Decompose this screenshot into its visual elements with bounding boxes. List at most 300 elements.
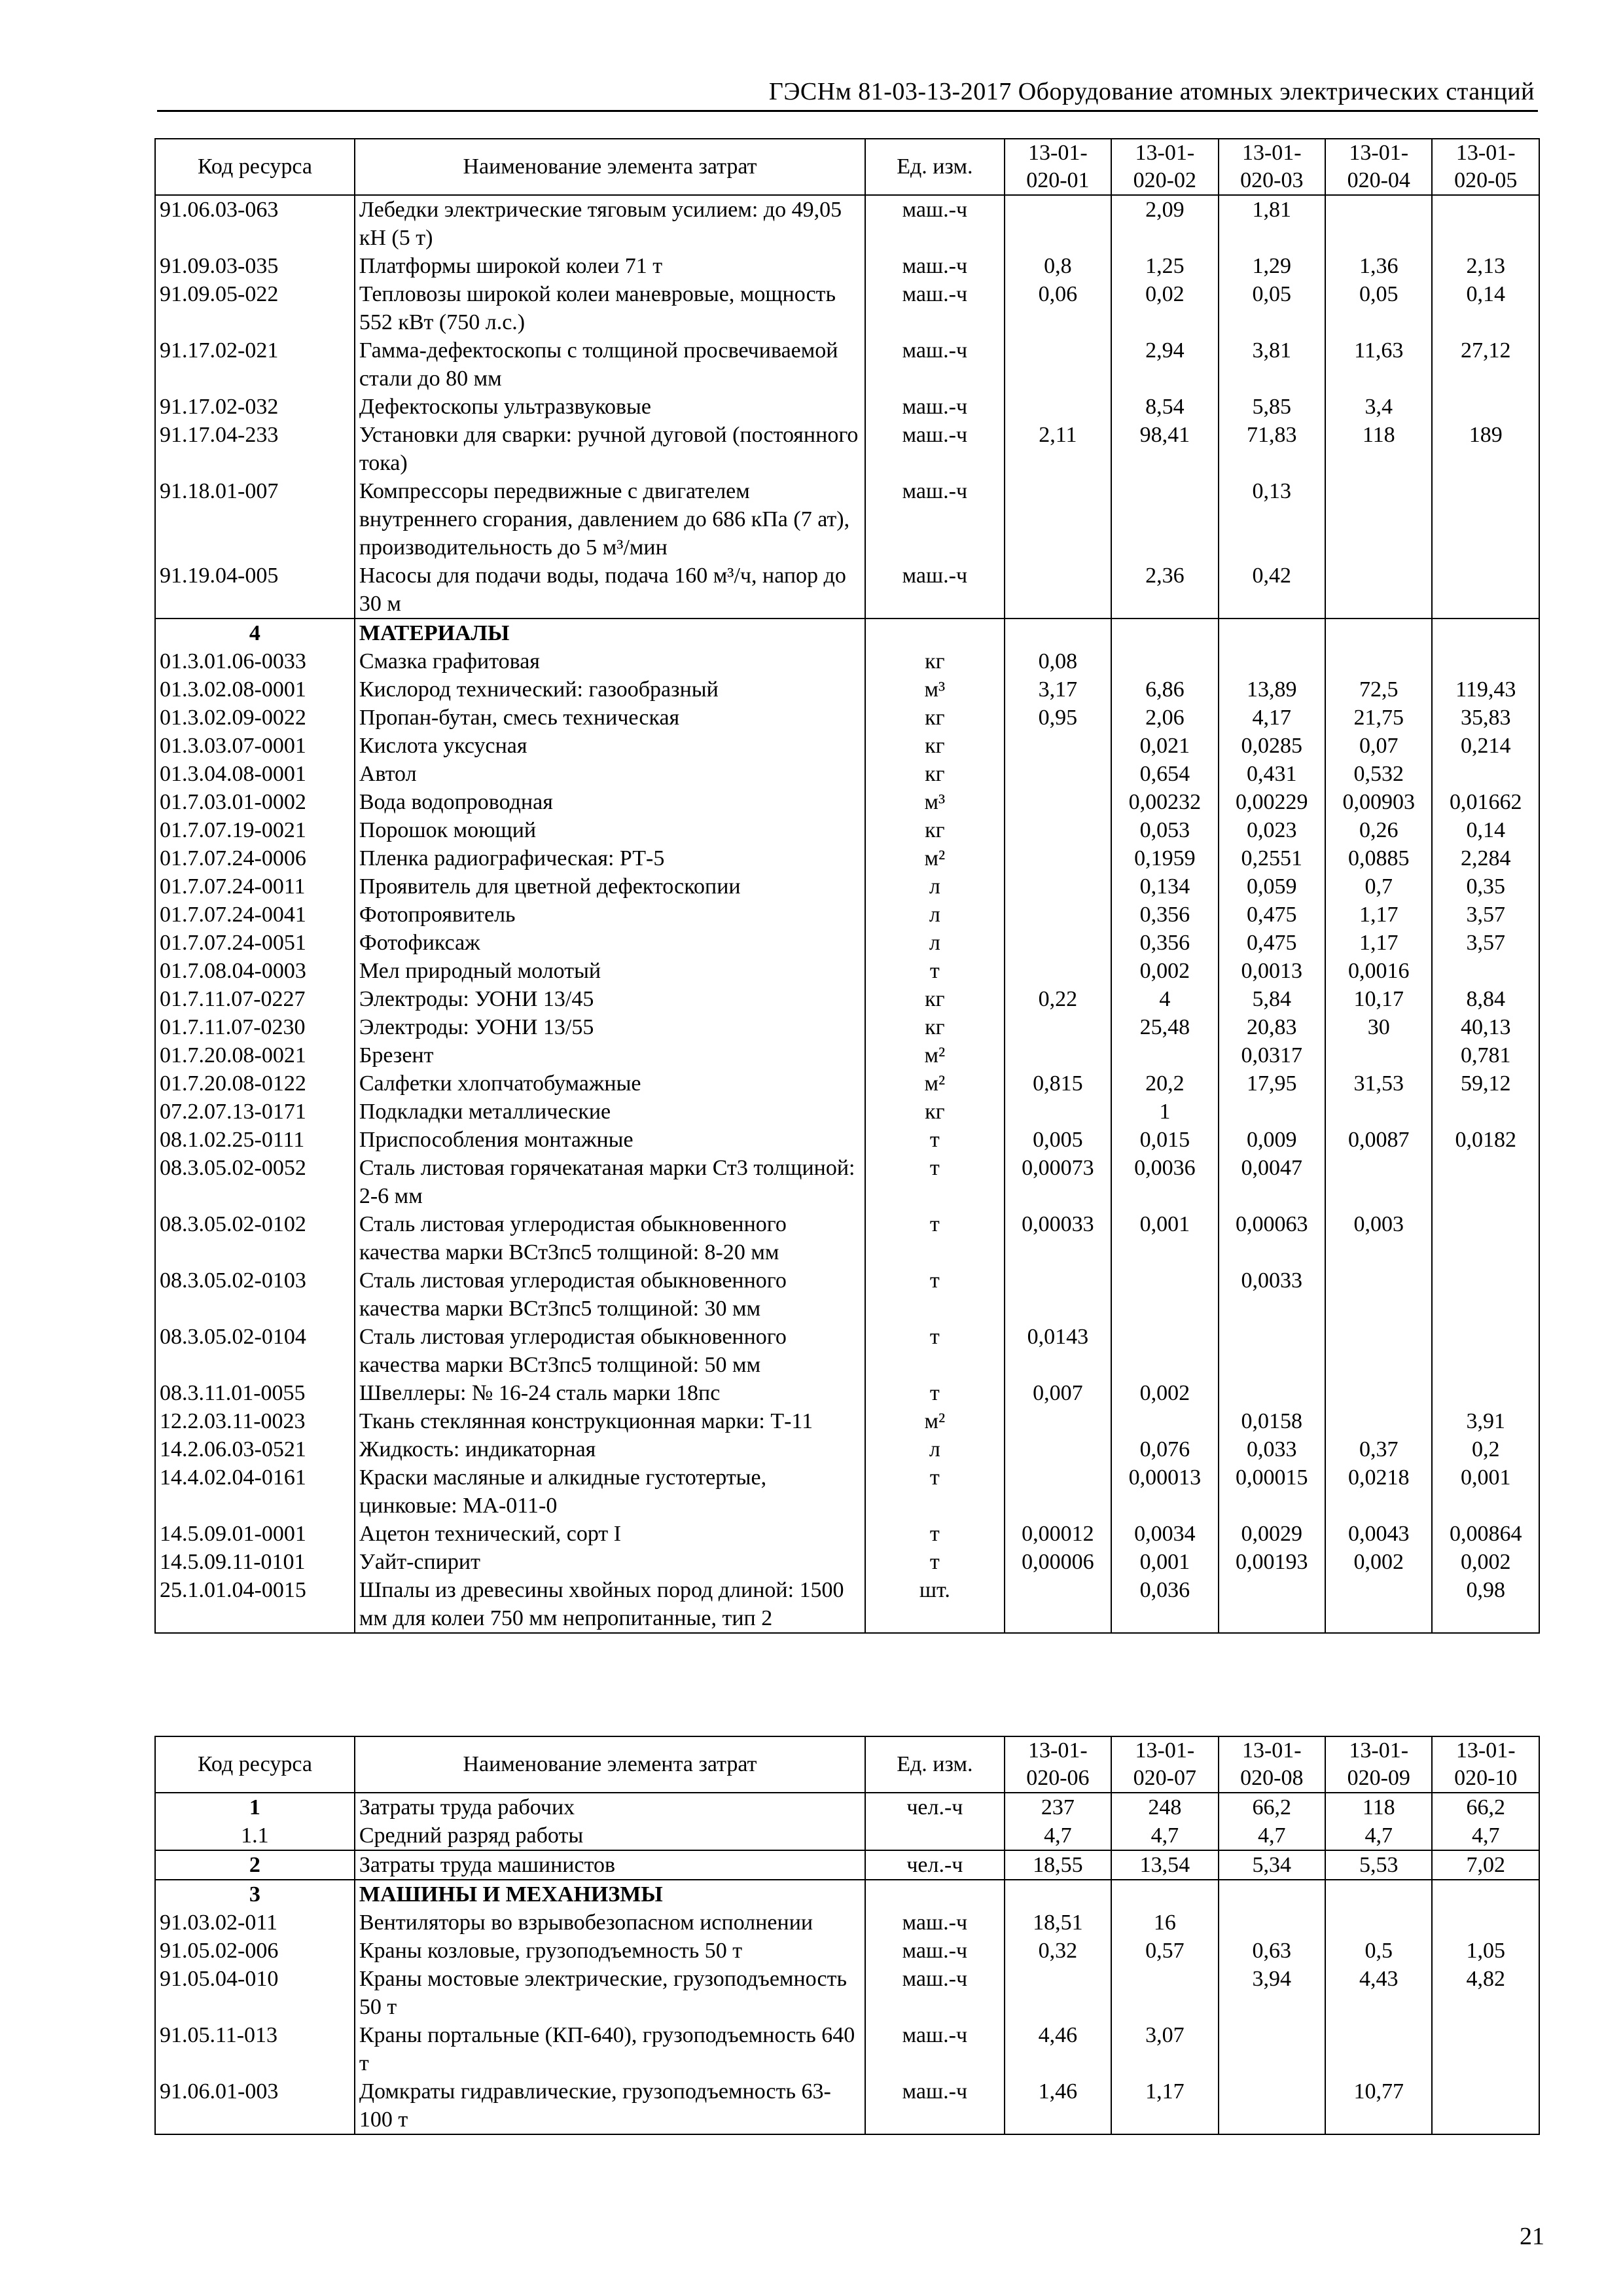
resource-code-cell: 1.1 <box>155 1821 355 1850</box>
value-cell: 0,2 <box>1432 1435 1539 1463</box>
resource-name-cell: Салфетки хлопчатобумажные <box>355 1069 865 1098</box>
value-cell: 0,053 <box>1111 816 1218 844</box>
value-cell: 3,57 <box>1432 901 1539 929</box>
value-cell: 0,0016 <box>1325 957 1432 985</box>
value-cell <box>1432 1154 1539 1210</box>
value-cell <box>1432 1379 1539 1407</box>
value-cell <box>1432 1266 1539 1323</box>
resource-code-cell: 01.7.07.24-0011 <box>155 872 355 901</box>
resource-code-cell: 08.3.11.01-0055 <box>155 1379 355 1407</box>
resource-code-cell: 01.7.20.08-0021 <box>155 1041 355 1069</box>
value-cell: 0,356 <box>1111 929 1218 957</box>
resource-table-1 <box>154 138 1540 1634</box>
value-cell: 1,46 <box>1005 2077 1111 2134</box>
value-cell: 0,01662 <box>1432 788 1539 816</box>
resource-code-cell: 91.17.04-233 <box>155 421 355 477</box>
value-cell: 0,37 <box>1325 1435 1432 1463</box>
table-header-row <box>155 139 1539 195</box>
resource-name-cell: Дефектоскопы ультразвуковые <box>355 393 865 421</box>
value-cell: 11,63 <box>1325 336 1432 393</box>
resource-name-cell: Смазка графитовая <box>355 647 865 675</box>
resource-name-cell: Пропан-бутан, смесь техническая <box>355 704 865 732</box>
table-row <box>155 195 1539 252</box>
resource-name-cell: Кислота уксусная <box>355 732 865 760</box>
value-cell <box>1432 393 1539 421</box>
unit-cell: маш.-ч <box>865 1937 1005 1965</box>
value-cell: 0,00193 <box>1219 1548 1325 1576</box>
value-cell: 7,02 <box>1432 1850 1539 1880</box>
value-cell: 1,17 <box>1111 2077 1218 2134</box>
table-row <box>155 1069 1539 1098</box>
column-header: 13-01-020-06 <box>1005 1736 1111 1793</box>
resource-code-cell: 14.5.09.01-0001 <box>155 1520 355 1548</box>
value-cell: 0,02 <box>1111 280 1218 336</box>
resource-code-cell: 91.19.04-005 <box>155 562 355 619</box>
value-cell: 71,83 <box>1219 421 1325 477</box>
table-row <box>155 2077 1539 2134</box>
value-cell <box>1005 872 1111 901</box>
value-cell: 13,89 <box>1219 675 1325 704</box>
value-cell: 0,00012 <box>1005 1520 1111 1548</box>
value-cell <box>1432 1098 1539 1126</box>
value-cell <box>1005 844 1111 872</box>
table-row <box>155 1880 1539 1909</box>
column-header: 13-01-020-04 <box>1325 139 1432 195</box>
value-cell <box>1005 1098 1111 1126</box>
value-cell: 98,41 <box>1111 421 1218 477</box>
table-row <box>155 1013 1539 1041</box>
unit-cell: маш.-ч <box>865 1965 1005 2021</box>
value-cell: 1,36 <box>1325 252 1432 280</box>
value-cell <box>1111 1880 1218 1909</box>
resource-name-cell: Жидкость: индикаторная <box>355 1435 865 1463</box>
value-cell: 0,431 <box>1219 760 1325 788</box>
value-cell <box>1111 647 1218 675</box>
table-row <box>155 816 1539 844</box>
resource-name-cell: Ацетон технический, сорт I <box>355 1520 865 1548</box>
unit-cell: т <box>865 1379 1005 1407</box>
table-row <box>155 1821 1539 1850</box>
table-row <box>155 704 1539 732</box>
resource-name-cell: Электроды: УОНИ 13/55 <box>355 1013 865 1041</box>
unit-cell <box>865 1821 1005 1850</box>
column-header: 13-01-020-07 <box>1111 1736 1218 1793</box>
value-cell: 0,26 <box>1325 816 1432 844</box>
resource-code-cell: 91.05.04-010 <box>155 1965 355 2021</box>
value-cell: 2,09 <box>1111 195 1218 252</box>
column-header: Ед. изм. <box>865 139 1005 195</box>
value-cell: 0,0087 <box>1325 1126 1432 1154</box>
value-cell: 0,0036 <box>1111 1154 1218 1210</box>
value-cell: 3,94 <box>1219 1965 1325 2021</box>
resource-name-cell: Электроды: УОНИ 13/45 <box>355 985 865 1013</box>
value-cell <box>1111 619 1218 647</box>
table-row <box>155 1266 1539 1323</box>
resource-code-cell: 91.17.02-032 <box>155 393 355 421</box>
table-row <box>155 929 1539 957</box>
value-cell: 0,475 <box>1219 901 1325 929</box>
value-cell: 0,005 <box>1005 1126 1111 1154</box>
value-cell: 0,08 <box>1005 647 1111 675</box>
value-cell <box>1219 1379 1325 1407</box>
table-row <box>155 1463 1539 1520</box>
resource-name-cell: Сталь листовая горячекатаная марки Ст3 толщиной: 2-6 мм <box>355 1154 865 1210</box>
value-cell: 0,475 <box>1219 929 1325 957</box>
value-cell: 30 <box>1325 1013 1432 1041</box>
value-cell <box>1005 788 1111 816</box>
value-cell: 0,001 <box>1111 1210 1218 1266</box>
unit-cell: кг <box>865 704 1005 732</box>
value-cell <box>1219 619 1325 647</box>
resource-code-cell: 01.7.03.01-0002 <box>155 788 355 816</box>
unit-cell <box>865 619 1005 647</box>
unit-cell: т <box>865 1210 1005 1266</box>
table-row <box>155 1793 1539 1821</box>
resource-name-cell: Проявитель для цветной дефектоскопии <box>355 872 865 901</box>
value-cell: 0,532 <box>1325 760 1432 788</box>
resource-name-cell: Затраты труда машинистов <box>355 1850 865 1880</box>
resource-name-cell: Средний разряд работы <box>355 1821 865 1850</box>
resource-code-cell: 91.06.03-063 <box>155 195 355 252</box>
resource-name-cell: Ткань стеклянная конструкционная марки: Т-11 <box>355 1407 865 1435</box>
value-cell <box>1325 619 1432 647</box>
value-cell: 8,54 <box>1111 393 1218 421</box>
value-cell: 2,13 <box>1432 252 1539 280</box>
value-cell <box>1219 1576 1325 1633</box>
resource-code-cell: 01.3.01.06-0033 <box>155 647 355 675</box>
resource-name-cell: Домкраты гидравлические, грузоподъемность 63-100 т <box>355 2077 865 2134</box>
resource-name-cell: Мел природный молотый <box>355 957 865 985</box>
resource-name-cell: Вентиляторы во взрывобезопасном исполнении <box>355 1909 865 1937</box>
value-cell: 248 <box>1111 1793 1218 1821</box>
value-cell: 10,77 <box>1325 2077 1432 2134</box>
value-cell <box>1005 1880 1111 1909</box>
value-cell: 10,17 <box>1325 985 1432 1013</box>
value-cell: 0,214 <box>1432 732 1539 760</box>
value-cell: 5,34 <box>1219 1850 1325 1880</box>
value-cell <box>1432 1210 1539 1266</box>
page-header: ГЭСНм 81-03-13-2017 Оборудование атомных электрических станций <box>768 78 1535 105</box>
value-cell <box>1325 562 1432 619</box>
value-cell: 0,0034 <box>1111 1520 1218 1548</box>
value-cell: 0,815 <box>1005 1069 1111 1098</box>
value-cell <box>1005 195 1111 252</box>
table-row <box>155 957 1539 985</box>
resource-name-cell: Вода водопроводная <box>355 788 865 816</box>
unit-cell: маш.-ч <box>865 562 1005 619</box>
resource-code-cell: 08.3.05.02-0103 <box>155 1266 355 1323</box>
value-cell: 5,84 <box>1219 985 1325 1013</box>
value-cell: 1,29 <box>1219 252 1325 280</box>
value-cell: 0,001 <box>1111 1548 1218 1576</box>
unit-cell: т <box>865 1323 1005 1379</box>
value-cell: 118 <box>1325 1793 1432 1821</box>
table-row <box>155 1548 1539 1576</box>
table-row <box>155 1210 1539 1266</box>
resource-code-cell: 3 <box>155 1880 355 1909</box>
value-cell: 0,22 <box>1005 985 1111 1013</box>
unit-cell <box>865 1880 1005 1909</box>
value-cell <box>1325 1576 1432 1633</box>
value-cell <box>1005 393 1111 421</box>
resource-name-cell: Краны козловые, грузоподъемность 50 т <box>355 1937 865 1965</box>
value-cell: 0,00013 <box>1111 1463 1218 1520</box>
value-cell <box>1005 1013 1111 1041</box>
value-cell: 2,06 <box>1111 704 1218 732</box>
value-cell: 3,17 <box>1005 675 1111 704</box>
resource-code-cell: 91.17.02-021 <box>155 336 355 393</box>
resource-name-cell: Установки для сварки: ручной дуговой (постоянного тока) <box>355 421 865 477</box>
column-header: 13-01-020-08 <box>1219 1736 1325 1793</box>
unit-cell: чел.-ч <box>865 1850 1005 1880</box>
value-cell <box>1325 477 1432 562</box>
value-cell: 66,2 <box>1432 1793 1539 1821</box>
resource-code-cell: 08.3.05.02-0102 <box>155 1210 355 1266</box>
value-cell <box>1432 957 1539 985</box>
value-cell: 3,4 <box>1325 393 1432 421</box>
value-cell: 2,284 <box>1432 844 1539 872</box>
value-cell <box>1005 760 1111 788</box>
value-cell: 1,25 <box>1111 252 1218 280</box>
value-cell: 3,57 <box>1432 929 1539 957</box>
value-cell: 0,0033 <box>1219 1266 1325 1323</box>
value-cell: 4,7 <box>1432 1821 1539 1850</box>
resource-code-cell: 01.7.07.24-0041 <box>155 901 355 929</box>
table-row <box>155 675 1539 704</box>
value-cell: 0,033 <box>1219 1435 1325 1463</box>
value-cell: 2,11 <box>1005 421 1111 477</box>
table-row <box>155 872 1539 901</box>
value-cell: 21,75 <box>1325 704 1432 732</box>
value-cell <box>1432 195 1539 252</box>
value-cell <box>1325 1909 1432 1937</box>
value-cell: 0,002 <box>1111 1379 1218 1407</box>
value-cell: 4,82 <box>1432 1965 1539 2021</box>
value-cell: 0,95 <box>1005 704 1111 732</box>
value-cell: 0,14 <box>1432 816 1539 844</box>
unit-cell: маш.-ч <box>865 393 1005 421</box>
column-header: 13-01-020-10 <box>1432 1736 1539 1793</box>
resource-name-cell: МАШИНЫ И МЕХАНИЗМЫ <box>355 1880 865 1909</box>
resource-name-cell: Подкладки металлические <box>355 1098 865 1126</box>
column-header: Код ресурса <box>155 139 355 195</box>
value-cell: 0,0285 <box>1219 732 1325 760</box>
value-cell: 0,781 <box>1432 1041 1539 1069</box>
value-cell <box>1005 1965 1111 2021</box>
table-row <box>155 1126 1539 1154</box>
value-cell <box>1325 1266 1432 1323</box>
column-header: Ед. изм. <box>865 1736 1005 1793</box>
value-cell: 0,05 <box>1325 280 1432 336</box>
value-cell: 4,7 <box>1325 1821 1432 1850</box>
value-cell <box>1005 957 1111 985</box>
unit-cell: кг <box>865 732 1005 760</box>
value-cell: 0,07 <box>1325 732 1432 760</box>
resource-code-cell: 91.18.01-007 <box>155 477 355 562</box>
resource-name-cell: Кислород технический: газообразный <box>355 675 865 704</box>
resource-code-cell: 2 <box>155 1850 355 1880</box>
unit-cell: маш.-ч <box>865 280 1005 336</box>
value-cell: 118 <box>1325 421 1432 477</box>
resource-code-cell: 01.7.20.08-0122 <box>155 1069 355 1098</box>
value-cell: 0,00232 <box>1111 788 1218 816</box>
resource-name-cell: Краны мостовые электрические, грузоподъемность 50 т <box>355 1965 865 2021</box>
value-cell <box>1005 1266 1111 1323</box>
value-cell: 0,00033 <box>1005 1210 1111 1266</box>
value-cell: 0,2551 <box>1219 844 1325 872</box>
column-header: 13-01-020-02 <box>1111 139 1218 195</box>
page-number: 21 <box>1520 2223 1544 2250</box>
value-cell <box>1325 1407 1432 1435</box>
resource-name-cell: Фотофиксаж <box>355 929 865 957</box>
table-row <box>155 1937 1539 1965</box>
value-cell: 0,13 <box>1219 477 1325 562</box>
value-cell: 40,13 <box>1432 1013 1539 1041</box>
unit-cell: маш.-ч <box>865 477 1005 562</box>
value-cell <box>1219 1880 1325 1909</box>
value-cell: 0,00006 <box>1005 1548 1111 1576</box>
value-cell: 0,0143 <box>1005 1323 1111 1379</box>
resource-code-cell: 08.3.05.02-0104 <box>155 1323 355 1379</box>
value-cell: 0,021 <box>1111 732 1218 760</box>
value-cell: 66,2 <box>1219 1793 1325 1821</box>
value-cell: 0,023 <box>1219 816 1325 844</box>
unit-cell: м³ <box>865 788 1005 816</box>
value-cell: 4,17 <box>1219 704 1325 732</box>
value-cell: 189 <box>1432 421 1539 477</box>
value-cell: 4,7 <box>1005 1821 1111 1850</box>
value-cell: 2,94 <box>1111 336 1218 393</box>
unit-cell: л <box>865 901 1005 929</box>
value-cell <box>1219 2021 1325 2077</box>
resource-name-cell: Брезент <box>355 1041 865 1069</box>
table-row <box>155 1098 1539 1126</box>
resource-code-cell: 12.2.03.11-0023 <box>155 1407 355 1435</box>
table-row <box>155 421 1539 477</box>
table-row <box>155 2021 1539 2077</box>
resource-code-cell: 25.1.01.04-0015 <box>155 1576 355 1633</box>
resource-name-cell: Краски масляные и алкидные густотертые, цинковые: МА-011-0 <box>355 1463 865 1520</box>
resource-name-cell: Порошок моющий <box>355 816 865 844</box>
resource-code-cell: 01.7.11.07-0230 <box>155 1013 355 1041</box>
resource-name-cell: Сталь листовая углеродистая обыкновенного качества марки ВСт3пс5 толщиной: 30 мм <box>355 1266 865 1323</box>
value-cell: 0,35 <box>1432 872 1539 901</box>
value-cell <box>1005 816 1111 844</box>
resource-name-cell: Приспособления монтажные <box>355 1126 865 1154</box>
value-cell <box>1432 477 1539 562</box>
value-cell: 0,076 <box>1111 1435 1218 1463</box>
resource-name-cell: Лебедки электрические тяговым усилием: до 49,05 кН (5 т) <box>355 195 865 252</box>
value-cell: 0,0158 <box>1219 1407 1325 1435</box>
value-cell <box>1432 1909 1539 1937</box>
resource-name-cell: Затраты труда рабочих <box>355 1793 865 1821</box>
value-cell <box>1005 562 1111 619</box>
resource-code-cell: 91.09.03-035 <box>155 252 355 280</box>
table-row <box>155 1909 1539 1937</box>
unit-cell: шт. <box>865 1576 1005 1633</box>
value-cell <box>1325 1098 1432 1126</box>
resource-name-cell: Шпалы из древесины хвойных пород длиной: 1500 мм для колеи 750 мм непропитанные, тип 2 <box>355 1576 865 1633</box>
table-row <box>155 844 1539 872</box>
table-row <box>155 1435 1539 1463</box>
value-cell: 4,46 <box>1005 2021 1111 2077</box>
value-cell: 237 <box>1005 1793 1111 1821</box>
value-cell: 35,83 <box>1432 704 1539 732</box>
resource-name-cell: Фотопроявитель <box>355 901 865 929</box>
unit-cell: т <box>865 957 1005 985</box>
unit-cell: т <box>865 1463 1005 1520</box>
value-cell: 4 <box>1111 985 1218 1013</box>
value-cell: 0,001 <box>1432 1463 1539 1520</box>
table-row <box>155 788 1539 816</box>
unit-cell: кг <box>865 1098 1005 1126</box>
table-row <box>155 1965 1539 2021</box>
value-cell: 25,48 <box>1111 1013 1218 1041</box>
value-cell: 4,43 <box>1325 1965 1432 2021</box>
unit-cell: л <box>865 872 1005 901</box>
value-cell: 0,0218 <box>1325 1463 1432 1520</box>
unit-cell: т <box>865 1266 1005 1323</box>
value-cell <box>1325 1154 1432 1210</box>
unit-cell: т <box>865 1520 1005 1548</box>
value-cell: 0,015 <box>1111 1126 1218 1154</box>
value-cell: 0,0013 <box>1219 957 1325 985</box>
value-cell <box>1111 1965 1218 2021</box>
unit-cell: кг <box>865 985 1005 1013</box>
value-cell <box>1219 647 1325 675</box>
column-header: Наименование элемента затрат <box>355 1736 865 1793</box>
unit-cell: т <box>865 1126 1005 1154</box>
value-cell <box>1005 929 1111 957</box>
table-row <box>155 1379 1539 1407</box>
value-cell: 0,007 <box>1005 1379 1111 1407</box>
resource-code-cell: 08.1.02.25-0111 <box>155 1126 355 1154</box>
unit-cell: маш.-ч <box>865 2021 1005 2077</box>
table-row <box>155 1154 1539 1210</box>
unit-cell: кг <box>865 816 1005 844</box>
resource-name-cell: МАТЕРИАЛЫ <box>355 619 865 647</box>
unit-cell: кг <box>865 647 1005 675</box>
value-cell <box>1432 2021 1539 2077</box>
value-cell <box>1432 760 1539 788</box>
unit-cell: м² <box>865 1407 1005 1435</box>
value-cell: 2,36 <box>1111 562 1218 619</box>
value-cell: 4,7 <box>1111 1821 1218 1850</box>
value-cell <box>1432 1880 1539 1909</box>
value-cell: 0,002 <box>1432 1548 1539 1576</box>
value-cell: 1,17 <box>1325 901 1432 929</box>
resource-code-cell: 08.3.05.02-0052 <box>155 1154 355 1210</box>
value-cell: 59,12 <box>1432 1069 1539 1098</box>
table-row <box>155 901 1539 929</box>
value-cell: 0,14 <box>1432 280 1539 336</box>
unit-cell: л <box>865 929 1005 957</box>
value-cell: 0,63 <box>1219 1937 1325 1965</box>
resource-name-cell: Сталь листовая углеродистая обыкновенного качества марки ВСт3пс5 толщиной: 50 мм <box>355 1323 865 1379</box>
value-cell <box>1432 2077 1539 2134</box>
value-cell <box>1432 562 1539 619</box>
value-cell: 17,95 <box>1219 1069 1325 1098</box>
resource-code-cell: 1 <box>155 1793 355 1821</box>
resource-code-cell: 01.7.07.19-0021 <box>155 816 355 844</box>
value-cell: 0,00864 <box>1432 1520 1539 1548</box>
value-cell: 20,2 <box>1111 1069 1218 1098</box>
value-cell: 0,0047 <box>1219 1154 1325 1210</box>
resource-name-cell: Швеллеры: № 16-24 сталь марки 18пс <box>355 1379 865 1407</box>
value-cell <box>1005 336 1111 393</box>
resource-code-cell: 14.2.06.03-0521 <box>155 1435 355 1463</box>
table-body <box>155 195 1539 1633</box>
